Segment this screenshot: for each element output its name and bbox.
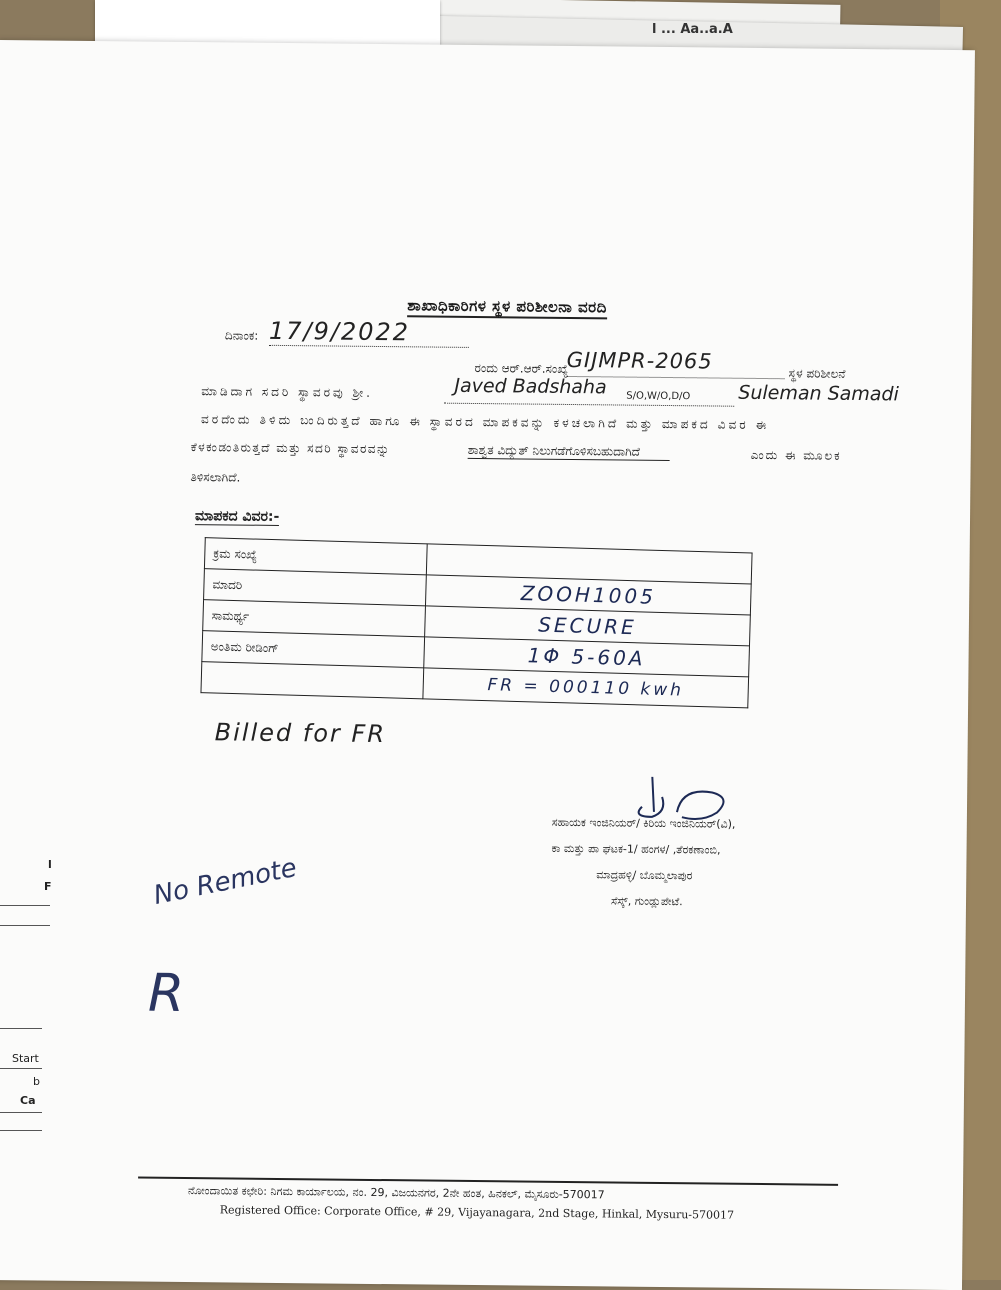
line5-text: ತಿಳಿಸಲಾಗಿದೆ. — [190, 470, 241, 485]
relation-label: S/O,W/O,D/O — [626, 390, 691, 403]
meter-table — [200, 537, 752, 708]
capacity-label: ಸಾಮರ್ಥ್ಯ — [203, 600, 426, 637]
father-name: Suleman Samadi — [738, 381, 899, 406]
edge-line — [0, 1068, 42, 1069]
edge-line — [0, 905, 50, 906]
edge-text-l: l — [48, 858, 52, 871]
line4-text: ಕೆಳಕಂಡಂತಿರುತ್ತದೆ ಮತ್ತು ಸದರಿ ಸ್ಥಾವರವನ್ನು — [190, 440, 391, 457]
edge-text-ca: Ca — [20, 1094, 36, 1107]
sign-line-4: ಸೆಸ್ಕ್, ಗುಂಡ್ಲುಪೇಟೆ. — [610, 894, 683, 909]
edge-line — [0, 1130, 42, 1131]
capacity-value: SECURE — [425, 606, 751, 646]
edge-line — [0, 1028, 42, 1029]
line1-end: ಸ್ಥಳ ಪರಿಶೀಲನೆ — [788, 366, 846, 381]
sign-line-3: ಮಾದ್ರಹಳ್ಳಿ/ ಬೊಮ್ಮಲಾಪುರ — [596, 868, 693, 883]
sign-line-1: ಸಹಾಯಕ ಇಂಜಿನಿಯರ್/ ಕಿರಿಯ ಇಂಜಿನಿಯರ್(ವಿ), — [551, 815, 736, 831]
initials-mark: R — [147, 963, 185, 1024]
date-value: 17/9/2022 — [268, 316, 411, 347]
empty-label — [201, 662, 424, 699]
final-reading-value: FR = 000110 kwh — [423, 668, 749, 708]
billed-note: Billed for FR — [214, 718, 387, 749]
rating-value: 1Φ 5-60A — [424, 637, 750, 677]
serial-label: ಕ್ರಮ ಸಂಖ್ಯೆ — [204, 538, 427, 575]
final-reading-label: ಅಂತಿಮ ರೀಡಿಂಗ್ — [202, 631, 425, 668]
edge-line — [0, 1112, 42, 1113]
rr-number: GIJMPR-2065 — [566, 347, 713, 374]
footer-english: Registered Office: Corporate Office, # 29, Vijayanagara, 2nd Stage, Hinkal, Mysuru-570017 — [219, 1203, 735, 1222]
report-title: ಶಾಖಾಧಿಕಾರಿಗಳ ಸ್ಥಳ ಪರಿಶೀಲನಾ ವರದಿ — [407, 296, 607, 319]
no-remote-note: No Remote — [151, 852, 300, 912]
document-page — [0, 40, 975, 1290]
name-dots — [444, 403, 734, 407]
consumer-name: Javed Badshaha — [454, 374, 607, 399]
sign-line-2: ಕಾ ಮತ್ತು ಪಾ ಘಟಕ-1/ ಹಂಗಳ/ ,ತೆರಕಣಾಂಬಿ, — [551, 841, 721, 857]
footer-kannada: ನೋಂದಾಯಿತ ಕಛೇರಿ: ನಿಗಮ ಕಾರ್ಯಾಲಯ, ನಂ. 29, ವಿಜಯನಗರ, 2ನೇ ಹಂತ, ಹಿನಕಲ್, ಮೈಸೂರು-570017 — [187, 1184, 605, 1202]
edge-text-f: F — [44, 880, 52, 893]
line1-text: ರಂದು ಆರ್.ಆರ್.ಸಂಖ್ಯೆ — [474, 360, 569, 376]
line2-text: ಮಾಡಿದಾಗ ಸದರಿ ಸ್ಥಾವರವು ಶ್ರೀ. — [201, 384, 374, 400]
top-note-text: l ... Aa..a.A — [652, 22, 733, 37]
date-dots — [269, 345, 469, 348]
edge-line — [0, 925, 50, 926]
edge-text-b: b — [33, 1075, 40, 1088]
date-label: ದಿನಾಂಕ: — [224, 328, 259, 343]
edge-text-start: Start — [12, 1052, 39, 1065]
model-value: ZOOH1005 — [425, 575, 751, 615]
model-label: ಮಾದರಿ — [204, 569, 427, 606]
line4-end: ಎಂದು ಈ ಮೂಲಕ — [750, 447, 842, 463]
line4-underlined: ಶಾಶ್ವತ ವಿದ್ಯುತ್ ನಿಲುಗಡೆಗೊಳಿಸಬಹುದಾಗಿದೆ — [468, 443, 670, 461]
line3-text: ವರದೆಂದು ತಿಳಿದು ಬಂದಿರುತ್ತದೆ ಹಾಗೂ ಈ ಸ್ಥಾವರದ ಮಾಪಕವನ್ನು ಕಳಚಲಾಗಿದೆ ಮತ್ತು ಮಾಪಕದ ವಿವರ ಈ — [200, 412, 770, 433]
meter-heading: ಮಾಪಕದ ವಿವರ:- — [194, 508, 280, 525]
